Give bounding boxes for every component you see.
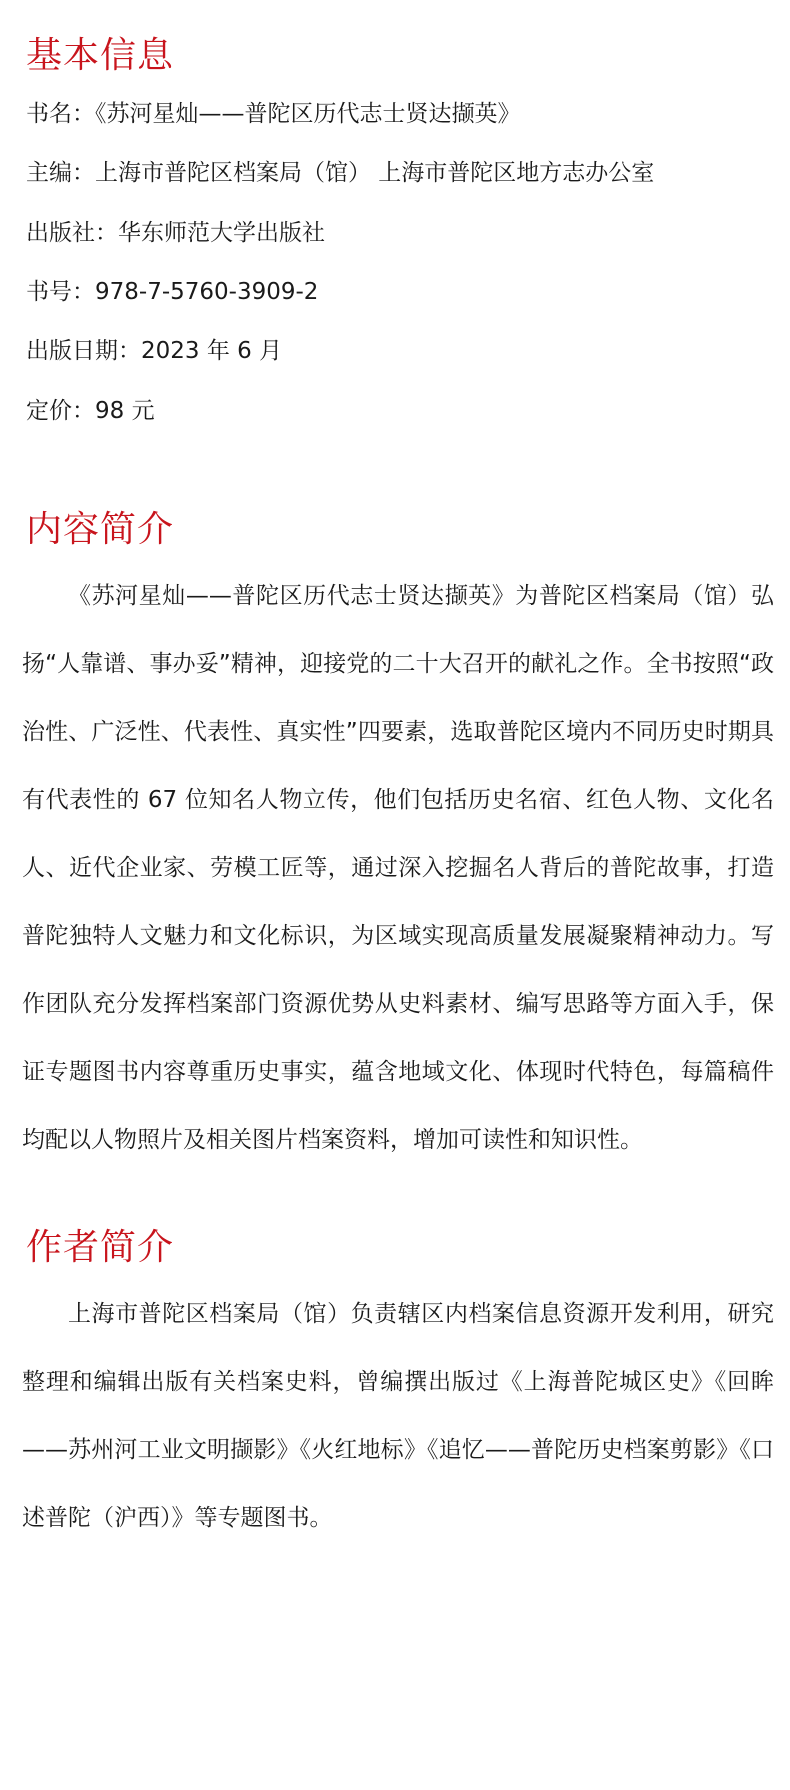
price-line: 定价：98 元 (26, 398, 155, 424)
publish-date-line: 出版日期：2023 年 6 月 (26, 338, 283, 364)
author-intro-body: 上海市普陀区档案局（馆）负责辖区内档案信息资源开发利用，研究整理和编辑出版有关档案史料，曾编撰出版过《上海普陀城区史》《回眸——苏州河工业文明撷影》《火红地标》《追忆——普陀历史档案剪影》《口述普陀（沪西）》等专题图书。 (22, 1301, 774, 1531)
author-intro-heading: 作者简介 (26, 1227, 175, 1268)
content-intro-body: 《苏河星灿——普陀区历代志士贤达撷英》为普陀区档案局（馆）弘扬“人靠谱、事办妥”精神，迎接党的二十大召开的献礼之作。全书按照“政治性、广泛性、代表性、真实性”四要素，选取普陀区境内不同历史时期具有代表性的 67 位知名人物立传，他们包括历史名宿、红色人物、文化名人、近代企业家、劳模工匠等，通过深入挖掘名人背后的普陀故事，打造普陀独特人文魅力和文化标识，为区域实现高质量发展凝聚精神动力。写作团队充分发挥档案部门资源优势从史料素材、编写思路等方面入手，保证专题图书内容尊重历史事实，蕴含地域文化、体现时代特色，每篇稿件均配以人物照片及相关图片档案资料，增加可读性和知识性。 (22, 583, 774, 1153)
editor-line: 主编：上海市普陀区档案局（馆） 上海市普陀区地方志办公室 (26, 160, 655, 186)
content-intro-heading: 内容简介 (26, 509, 175, 550)
basic-info-heading: 基本信息 (26, 35, 175, 76)
isbn-line: 书号：978-7-5760-3909-2 (26, 279, 319, 305)
publisher-line: 出版社：华东师范大学出版社 (26, 220, 325, 246)
book-title-line: 书名：《苏河星灿——普陀区历代志士贤达撷英》 (26, 101, 521, 127)
